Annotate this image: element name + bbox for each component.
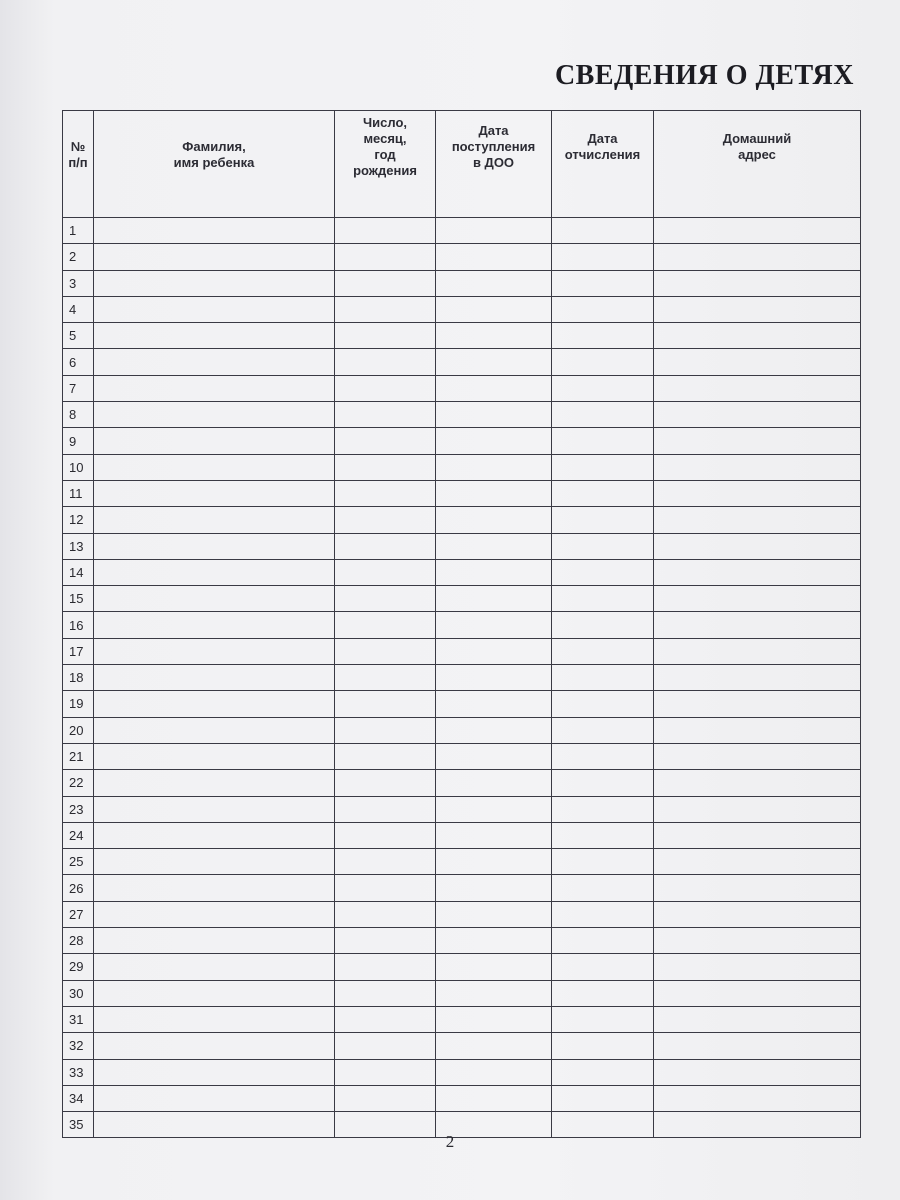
admission-date-cell[interactable] [436, 428, 552, 454]
admission-date-cell[interactable] [436, 638, 552, 664]
address-cell[interactable] [654, 1033, 861, 1059]
address-cell[interactable] [654, 375, 861, 401]
admission-date-cell[interactable] [436, 586, 552, 612]
table-row [63, 1033, 861, 1059]
address-cell[interactable] [654, 665, 861, 691]
row-number: 27 [63, 901, 94, 927]
admission-date-cell[interactable] [436, 980, 552, 1006]
name-cell[interactable] [94, 875, 335, 901]
birth-date-cell[interactable] [335, 954, 436, 980]
birth-date-cell[interactable] [335, 454, 436, 480]
birth-date-cell[interactable] [335, 612, 436, 638]
withdrawal-date-cell[interactable] [552, 480, 654, 506]
row-number: 8 [63, 402, 94, 428]
withdrawal-date-cell[interactable] [552, 822, 654, 848]
name-cell[interactable] [94, 1085, 335, 1111]
address-cell[interactable] [654, 770, 861, 796]
row-number: 29 [63, 954, 94, 980]
address-cell[interactable] [654, 612, 861, 638]
address-cell[interactable] [654, 980, 861, 1006]
withdrawal-date-cell[interactable] [552, 980, 654, 1006]
birth-date-cell[interactable] [335, 586, 436, 612]
row-number: 16 [63, 612, 94, 638]
address-cell[interactable] [654, 349, 861, 375]
admission-date-cell[interactable] [436, 218, 552, 244]
admission-date-cell[interactable] [436, 717, 552, 743]
column-header-admission-date: Дата поступления в ДОО [436, 111, 552, 218]
row-number: 15 [63, 586, 94, 612]
table-row [63, 638, 861, 664]
table-row [63, 822, 861, 848]
admission-date-cell[interactable] [436, 270, 552, 296]
name-cell[interactable] [94, 323, 335, 349]
withdrawal-date-cell[interactable] [552, 218, 654, 244]
admission-date-cell[interactable] [436, 1006, 552, 1032]
row-number: 10 [63, 454, 94, 480]
table-row [63, 1059, 861, 1085]
address-cell[interactable] [654, 875, 861, 901]
table-row [63, 480, 861, 506]
name-cell[interactable] [94, 480, 335, 506]
address-cell[interactable] [654, 270, 861, 296]
birth-date-cell[interactable] [335, 849, 436, 875]
address-cell[interactable] [654, 849, 861, 875]
name-cell[interactable] [94, 559, 335, 585]
name-cell[interactable] [94, 849, 335, 875]
withdrawal-date-cell[interactable] [552, 928, 654, 954]
admission-date-cell[interactable] [436, 691, 552, 717]
admission-date-cell[interactable] [436, 244, 552, 270]
withdrawal-date-cell[interactable] [552, 507, 654, 533]
name-cell[interactable] [94, 980, 335, 1006]
withdrawal-date-cell[interactable] [552, 375, 654, 401]
name-cell[interactable] [94, 1033, 335, 1059]
admission-date-cell[interactable] [436, 375, 552, 401]
row-number: 6 [63, 349, 94, 375]
row-number: 7 [63, 375, 94, 401]
address-cell[interactable] [654, 954, 861, 980]
withdrawal-date-cell[interactable] [552, 612, 654, 638]
row-number: 22 [63, 770, 94, 796]
birth-date-cell[interactable] [335, 1085, 436, 1111]
birth-date-cell[interactable] [335, 349, 436, 375]
withdrawal-date-cell[interactable] [552, 428, 654, 454]
name-cell[interactable] [94, 454, 335, 480]
row-number: 3 [63, 270, 94, 296]
table-row [63, 507, 861, 533]
birth-date-cell[interactable] [335, 822, 436, 848]
withdrawal-date-cell[interactable] [552, 270, 654, 296]
name-cell[interactable] [94, 743, 335, 769]
withdrawal-date-cell[interactable] [552, 796, 654, 822]
row-number: 30 [63, 980, 94, 1006]
birth-date-cell[interactable] [335, 402, 436, 428]
name-cell[interactable] [94, 770, 335, 796]
row-number: 28 [63, 928, 94, 954]
row-number: 35 [63, 1112, 94, 1138]
row-number: 23 [63, 796, 94, 822]
table-row [63, 323, 861, 349]
admission-date-cell[interactable] [436, 1085, 552, 1111]
address-cell[interactable] [654, 402, 861, 428]
admission-date-cell[interactable] [436, 402, 552, 428]
address-cell[interactable] [654, 743, 861, 769]
admission-date-cell[interactable] [436, 507, 552, 533]
name-cell[interactable] [94, 375, 335, 401]
birth-date-cell[interactable] [335, 296, 436, 322]
admission-date-cell[interactable] [436, 849, 552, 875]
address-cell[interactable] [654, 428, 861, 454]
withdrawal-date-cell[interactable] [552, 1033, 654, 1059]
admission-date-cell[interactable] [436, 954, 552, 980]
withdrawal-date-cell[interactable] [552, 296, 654, 322]
table-row [63, 849, 861, 875]
page-number: 2 [445, 1132, 455, 1151]
table-row [63, 296, 861, 322]
row-number: 1 [63, 218, 94, 244]
withdrawal-date-cell[interactable] [552, 770, 654, 796]
children-info-table [62, 110, 861, 1138]
table-row [63, 743, 861, 769]
table-row [63, 875, 861, 901]
birth-date-cell[interactable] [335, 270, 436, 296]
admission-date-cell[interactable] [436, 743, 552, 769]
withdrawal-date-cell[interactable] [552, 349, 654, 375]
table-row [63, 270, 861, 296]
name-cell[interactable] [94, 218, 335, 244]
row-number: 32 [63, 1033, 94, 1059]
birth-date-cell[interactable] [335, 665, 436, 691]
address-cell[interactable] [654, 928, 861, 954]
withdrawal-date-cell[interactable] [552, 1059, 654, 1085]
withdrawal-date-cell[interactable] [552, 875, 654, 901]
address-cell[interactable] [654, 480, 861, 506]
address-cell[interactable] [654, 1006, 861, 1032]
withdrawal-date-cell[interactable] [552, 1006, 654, 1032]
address-cell[interactable] [654, 717, 861, 743]
table-row [63, 559, 861, 585]
row-number: 4 [63, 296, 94, 322]
row-number: 12 [63, 507, 94, 533]
birth-date-cell[interactable] [335, 770, 436, 796]
birth-date-cell[interactable] [335, 875, 436, 901]
name-cell[interactable] [94, 954, 335, 980]
birth-date-cell[interactable] [335, 218, 436, 244]
withdrawal-date-cell[interactable] [552, 1085, 654, 1111]
admission-date-cell[interactable] [436, 770, 552, 796]
name-cell[interactable] [94, 244, 335, 270]
birth-date-cell[interactable] [335, 1033, 436, 1059]
admission-date-cell[interactable] [436, 323, 552, 349]
table-row [63, 928, 861, 954]
admission-date-cell[interactable] [436, 796, 552, 822]
table-body [63, 218, 861, 1138]
name-cell[interactable] [94, 822, 335, 848]
admission-date-cell[interactable] [436, 822, 552, 848]
birth-date-cell[interactable] [335, 691, 436, 717]
birth-date-cell[interactable] [335, 901, 436, 927]
birth-date-cell[interactable] [335, 717, 436, 743]
name-cell[interactable] [94, 901, 335, 927]
name-cell[interactable] [94, 1059, 335, 1085]
name-cell[interactable] [94, 665, 335, 691]
address-cell[interactable] [654, 218, 861, 244]
row-number: 19 [63, 691, 94, 717]
table-row [63, 717, 861, 743]
address-cell[interactable] [654, 796, 861, 822]
withdrawal-date-cell[interactable] [552, 559, 654, 585]
column-header-birth-date: Число, месяц, год рождения [335, 111, 436, 218]
birth-date-cell[interactable] [335, 1006, 436, 1032]
withdrawal-date-cell[interactable] [552, 402, 654, 428]
table-row [63, 691, 861, 717]
name-cell[interactable] [94, 533, 335, 559]
admission-date-cell[interactable] [436, 1033, 552, 1059]
table-row [63, 349, 861, 375]
column-header-name: Фамилия, имя ребенка [94, 111, 335, 218]
address-cell[interactable] [654, 901, 861, 927]
admission-date-cell[interactable] [436, 480, 552, 506]
name-cell[interactable] [94, 349, 335, 375]
birth-date-cell[interactable] [335, 980, 436, 1006]
table-row [63, 454, 861, 480]
address-cell[interactable] [654, 822, 861, 848]
row-number: 31 [63, 1006, 94, 1032]
birth-date-cell[interactable] [335, 533, 436, 559]
birth-date-cell[interactable] [335, 1059, 436, 1085]
withdrawal-date-cell[interactable] [552, 743, 654, 769]
admission-date-cell[interactable] [436, 559, 552, 585]
column-header-withdrawal-date: Дата отчисления [552, 111, 654, 218]
table-row [63, 586, 861, 612]
table-row [63, 402, 861, 428]
table-row [63, 980, 861, 1006]
address-cell[interactable] [654, 638, 861, 664]
name-cell[interactable] [94, 296, 335, 322]
name-cell[interactable] [94, 717, 335, 743]
birth-date-cell[interactable] [335, 928, 436, 954]
address-cell[interactable] [654, 1059, 861, 1085]
admission-date-cell[interactable] [436, 612, 552, 638]
address-cell[interactable] [654, 323, 861, 349]
row-number: 21 [63, 743, 94, 769]
birth-date-cell[interactable] [335, 375, 436, 401]
name-cell[interactable] [94, 270, 335, 296]
row-number: 18 [63, 665, 94, 691]
table-row [63, 244, 861, 270]
birth-date-cell[interactable] [335, 480, 436, 506]
name-cell[interactable] [94, 638, 335, 664]
address-cell[interactable] [654, 244, 861, 270]
table-row [63, 612, 861, 638]
withdrawal-date-cell[interactable] [552, 244, 654, 270]
table-row [63, 428, 861, 454]
birth-date-cell[interactable] [335, 323, 436, 349]
admission-date-cell[interactable] [436, 875, 552, 901]
withdrawal-date-cell[interactable] [552, 586, 654, 612]
row-number: 34 [63, 1085, 94, 1111]
table-row [63, 901, 861, 927]
address-cell[interactable] [654, 1085, 861, 1111]
row-number: 2 [63, 244, 94, 270]
withdrawal-date-cell[interactable] [552, 954, 654, 980]
name-cell[interactable] [94, 402, 335, 428]
row-number: 13 [63, 533, 94, 559]
withdrawal-date-cell[interactable] [552, 454, 654, 480]
row-number: 26 [63, 875, 94, 901]
admission-date-cell[interactable] [436, 1059, 552, 1085]
admission-date-cell[interactable] [436, 901, 552, 927]
address-cell[interactable] [654, 507, 861, 533]
address-cell[interactable] [654, 586, 861, 612]
table-row [63, 665, 861, 691]
birth-date-cell[interactable] [335, 559, 436, 585]
row-number: 33 [63, 1059, 94, 1085]
row-number: 24 [63, 822, 94, 848]
address-cell[interactable] [654, 296, 861, 322]
row-number: 5 [63, 323, 94, 349]
address-cell[interactable] [654, 533, 861, 559]
name-cell[interactable] [94, 428, 335, 454]
row-number: 20 [63, 717, 94, 743]
table-row [63, 796, 861, 822]
name-cell[interactable] [94, 612, 335, 638]
withdrawal-date-cell[interactable] [552, 665, 654, 691]
admission-date-cell[interactable] [436, 296, 552, 322]
withdrawal-date-cell[interactable] [552, 901, 654, 927]
admission-date-cell[interactable] [436, 665, 552, 691]
name-cell[interactable] [94, 796, 335, 822]
withdrawal-date-cell[interactable] [552, 717, 654, 743]
name-cell[interactable] [94, 1006, 335, 1032]
admission-date-cell[interactable] [436, 349, 552, 375]
withdrawal-date-cell[interactable] [552, 691, 654, 717]
name-cell[interactable] [94, 586, 335, 612]
name-cell[interactable] [94, 507, 335, 533]
birth-date-cell[interactable] [335, 638, 436, 664]
table-row [63, 375, 861, 401]
name-cell[interactable] [94, 928, 335, 954]
address-cell[interactable] [654, 691, 861, 717]
withdrawal-date-cell[interactable] [552, 638, 654, 664]
admission-date-cell[interactable] [436, 928, 552, 954]
table-row [63, 1085, 861, 1111]
birth-date-cell[interactable] [335, 743, 436, 769]
withdrawal-date-cell[interactable] [552, 533, 654, 559]
address-cell[interactable] [654, 454, 861, 480]
page-title: СВЕДЕНИЯ О ДЕТЯХ [554, 60, 854, 91]
birth-date-cell[interactable] [335, 507, 436, 533]
row-number: 17 [63, 638, 94, 664]
table-row [63, 770, 861, 796]
birth-date-cell[interactable] [335, 428, 436, 454]
name-cell[interactable] [94, 691, 335, 717]
row-number: 9 [63, 428, 94, 454]
table-header-row [63, 111, 861, 218]
address-cell[interactable] [654, 559, 861, 585]
row-number: 25 [63, 849, 94, 875]
birth-date-cell[interactable] [335, 796, 436, 822]
table-row [63, 533, 861, 559]
table-row [63, 1006, 861, 1032]
admission-date-cell[interactable] [436, 533, 552, 559]
withdrawal-date-cell[interactable] [552, 849, 654, 875]
admission-date-cell[interactable] [436, 454, 552, 480]
column-header-home-address: Домашний адрес [654, 111, 861, 218]
table-row [63, 954, 861, 980]
column-header-number: № п/п [63, 111, 94, 218]
table-row [63, 218, 861, 244]
row-number: 11 [63, 480, 94, 506]
row-number: 14 [63, 559, 94, 585]
birth-date-cell[interactable] [335, 244, 436, 270]
withdrawal-date-cell[interactable] [552, 323, 654, 349]
